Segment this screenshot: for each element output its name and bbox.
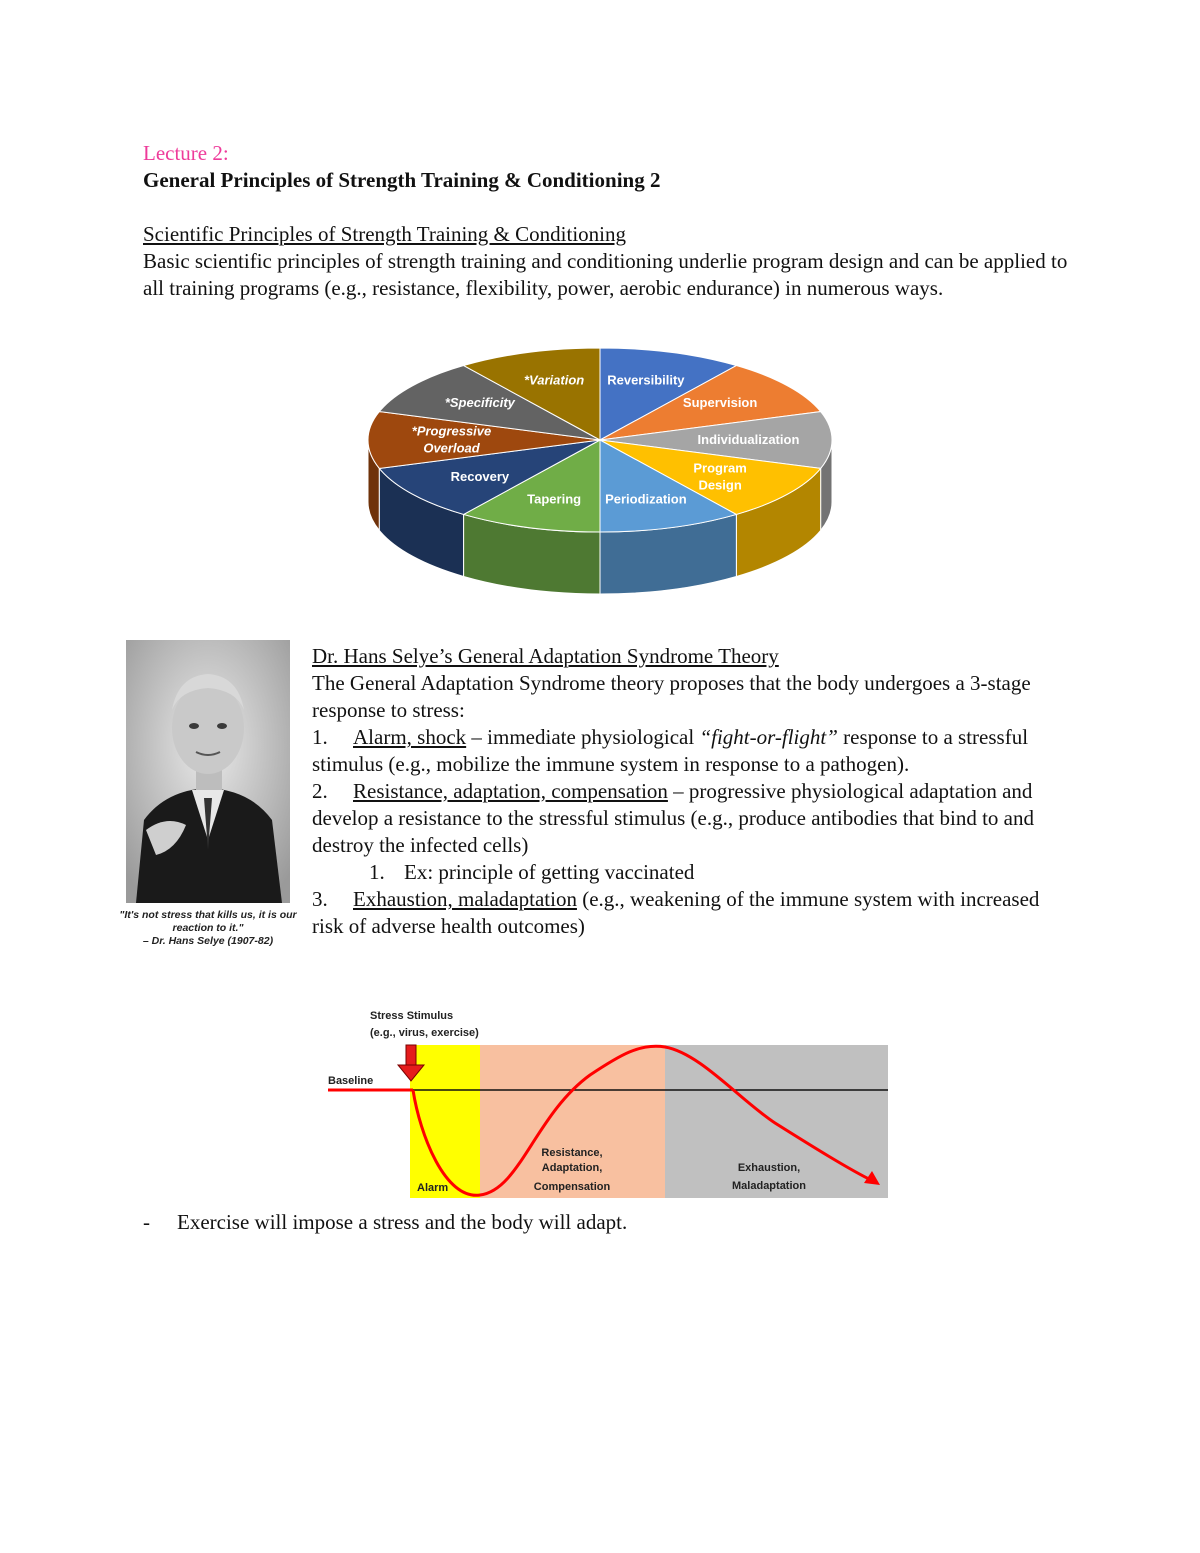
resistance-label-1: Resistance,	[541, 1147, 603, 1159]
pie-label: Tapering	[527, 491, 582, 507]
pie-label: *Variation	[524, 372, 585, 388]
exhaustion-label-2: Maladaptation	[732, 1180, 806, 1192]
selye-photo-block	[118, 640, 298, 948]
exhaustion-zone	[665, 1045, 888, 1198]
pie-label: Program Design	[693, 460, 747, 493]
stress-response-diagram	[320, 1005, 895, 1205]
selye-portrait	[126, 640, 290, 903]
document-body	[143, 140, 1073, 302]
document-title: General Principles of Strength Training & Conditioning 2	[143, 168, 661, 192]
resistance-label-2: Adaptation,	[541, 1162, 603, 1174]
exhaustion-label-1: Exhaustion,	[737, 1162, 801, 1174]
pie-label: Reversibility	[607, 372, 685, 388]
alarm-label: Alarm	[417, 1182, 449, 1194]
pie-label: *Specificity	[444, 395, 515, 411]
pie-label: Supervision	[682, 395, 758, 411]
pie-label: Recovery	[450, 468, 510, 484]
gas-item-1: 1. Alarm, shock – immediate physiological “fight-or-flight” response to a stressful stimulus (e.g., mobilize the immune system in response to a pathogen).	[312, 725, 1029, 776]
section-body: Basic scientific principles of strength training and conditioning underlie program design and can be applied to all training programs (e.g., resistance, flexibility, power, aerobic endurance) in numerous ways.	[143, 249, 1068, 300]
stimulus-label-1: Stress Stimulus	[370, 1010, 454, 1022]
resistance-label-3: Compensation	[533, 1181, 611, 1193]
section-heading: Scientific Principles of Strength Training & Conditioning	[143, 222, 626, 246]
principles-pie-chart	[360, 332, 840, 612]
lecture-label: Lecture 2:	[143, 141, 229, 165]
bullet-item: - Exercise will impose a stress and the body will adapt.	[143, 1210, 628, 1234]
selye-quote: "It's not stress that kills us, it is our reaction to it." – Dr. Hans Selye (1907-82)	[119, 909, 297, 947]
gas-heading: Dr. Hans Selye’s General Adaptation Syndrome Theory	[312, 644, 779, 668]
bullet-text: Exercise will impose a stress and the body will adapt.	[177, 1210, 628, 1234]
baseline-label: Baseline	[328, 1075, 374, 1087]
stimulus-label-2: (e.g., virus, exercise)	[370, 1027, 479, 1039]
gas-item-2: 2. Resistance, adaptation, compensation – progressive physiological adaptation and develop a resistance to the stressful stimulus (e.g., produce antibodies that bind to and destroy the infected cells)	[312, 779, 1034, 857]
pie-label: *Progressive Overload	[411, 423, 492, 456]
gas-item-3: 3. Exhaustion, maladaptation (e.g., weakening of the immune system with increased risk of adverse health outcomes)	[312, 887, 1040, 938]
gas-intro: The General Adaptation Syndrome theory proposes that the body undergoes a 3-stage response to stress:	[312, 671, 1031, 722]
pie-label: Individualization	[697, 432, 800, 447]
gas-section	[312, 643, 1072, 940]
resistance-zone	[480, 1045, 665, 1198]
pie-label: Periodization	[605, 491, 687, 507]
gas-subitem: 1. Ex: principle of getting vaccinated	[369, 860, 695, 884]
